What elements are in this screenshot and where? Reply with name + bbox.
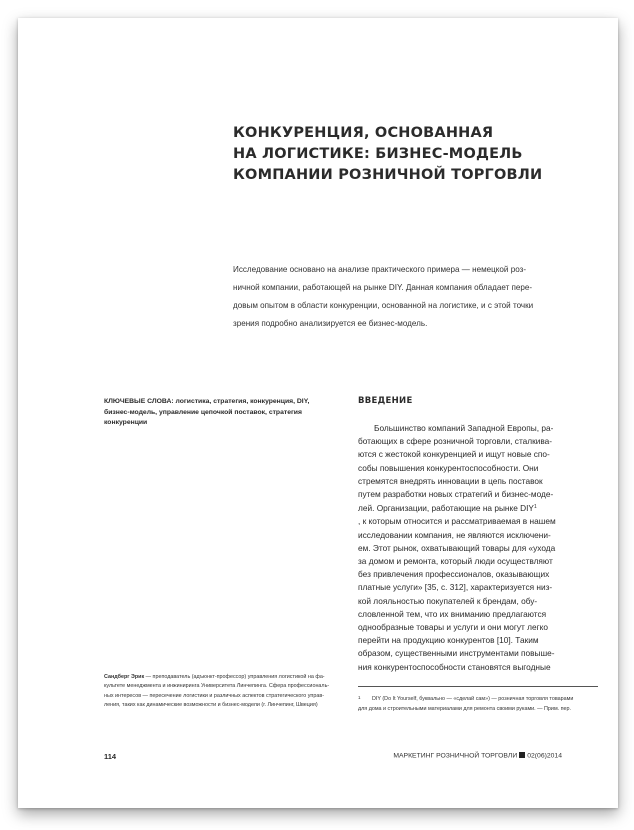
abstract-line: довым опытом в области конкуренции, основанной на логистике, и с этой точки (233, 301, 534, 310)
keywords-line: бизнес-модель, управление цепочкой поставок, стратегия (104, 408, 302, 416)
body-line: путем разработки новых стратегий и бизнес-моде- (358, 489, 554, 500)
journal-page (18, 18, 618, 808)
title-line: НА ЛОГИСТИКЕ: БИЗНЕС-МОДЕЛЬ (233, 146, 523, 162)
footnote-reference: 1 (533, 504, 537, 511)
title-line: КОМПАНИИ РОЗНИЧНОЙ ТОРГОВЛИ (233, 167, 543, 183)
running-footer (393, 752, 562, 760)
introduction-body (358, 422, 598, 674)
body-line: ются с жестокой конкуренцией и ищут новые спо- (358, 449, 550, 460)
author-description: — преподаватель (адъюнкт-профессор) управления логистикой на фа- (144, 674, 325, 680)
body-line: без привлечения профессионалов, оказывающих (358, 569, 550, 580)
author-line (104, 673, 354, 682)
keywords-block (104, 397, 339, 429)
journal-name: МАРКЕТИНГ РОЗНИЧНОЙ ТОРГОВЛИ (393, 752, 518, 760)
article-abstract (233, 261, 603, 333)
footnote-line: для дома и строительными материалами для ремонта своими руками. — Прим. пер. (358, 705, 572, 712)
abstract-line: зрения подробно анализируется ее бизнес-модель. (233, 319, 428, 328)
body-line: за домом и ремонта, который люди осуществляют (358, 556, 553, 567)
body-line: , к которым относится и рассматриваемая в нашем (358, 516, 556, 527)
footnote-line (358, 693, 603, 705)
footnote (358, 693, 603, 714)
square-bullet-icon (519, 752, 525, 758)
body-line (358, 501, 598, 515)
title-line: КОНКУРЕНЦИЯ, ОСНОВАННАЯ (233, 125, 494, 141)
keywords-line: КЛЮЧЕВЫЕ СЛОВА: логистика, стратегия, конкуренция, DIY, (104, 398, 310, 405)
author-line: культете менеджмента и инжиниринга Университета Линчепинга. Сфера профессиональ- (104, 683, 330, 690)
page-number: 114 (104, 752, 117, 761)
body-line: ботающих в сфере розничной торговли, сталкива- (358, 436, 553, 447)
author-name: Сандберг Эрик (104, 674, 145, 680)
keywords-line: конкуренции (104, 419, 148, 426)
article-title (233, 123, 603, 186)
author-line: ления, таких как динамические возможности и бизнес-модели (г. Линчепинг, Швеция) (104, 701, 318, 708)
body-line: ния конкурентоспособности становятся выгодные (358, 661, 551, 672)
body-line: словленной тем, что их вниманию предлагаются (358, 608, 547, 619)
issue-number: 02(06)2014 (527, 752, 562, 760)
section-heading-introduction: ВВЕДЕНИЕ (358, 396, 413, 406)
body-line: образом, существенными инструментами повыше- (358, 648, 555, 659)
body-line: исследовании компания, не являются исключени- (358, 529, 551, 540)
body-line: ем. Этот рынок, охватывающий товары для «ухода (358, 542, 556, 553)
author-line: ных интересов — пересечение логистики и различных аспектов стратегического управ- (104, 692, 324, 699)
footnote-divider (358, 686, 598, 687)
footnote-number: 1 (358, 695, 361, 700)
abstract-line: Исследование основано на анализе практического примера — немецкой роз- (233, 265, 527, 274)
body-line: платные услуги» [35, с. 312], характеризуется низ- (358, 582, 553, 593)
author-info (104, 673, 354, 710)
body-line: перейти на продукцию конкурентов [10]. Таким (358, 635, 539, 646)
body-line: Большинство компаний Западной Европы, ра- (374, 423, 554, 433)
body-line: собы повышения конкурентоспособности. Они (358, 462, 539, 473)
body-line: стремятся внедрять инновации в цепь поставок (358, 475, 543, 486)
body-line-text: лей. Организации, работающие на рынке DIY (358, 503, 534, 514)
abstract-line: ничной компании, работающей на рынке DIY. Данная компания обладает пере- (233, 283, 533, 292)
footnote-text: DIY (Do It Yourself, буквально — «сделай сам») — розничная торговля товарами (372, 696, 574, 702)
body-line: кой лояльностью покупателей к брендам, обу- (358, 595, 538, 606)
body-line: однообразные товары и услуги и они могут легко (358, 622, 548, 633)
